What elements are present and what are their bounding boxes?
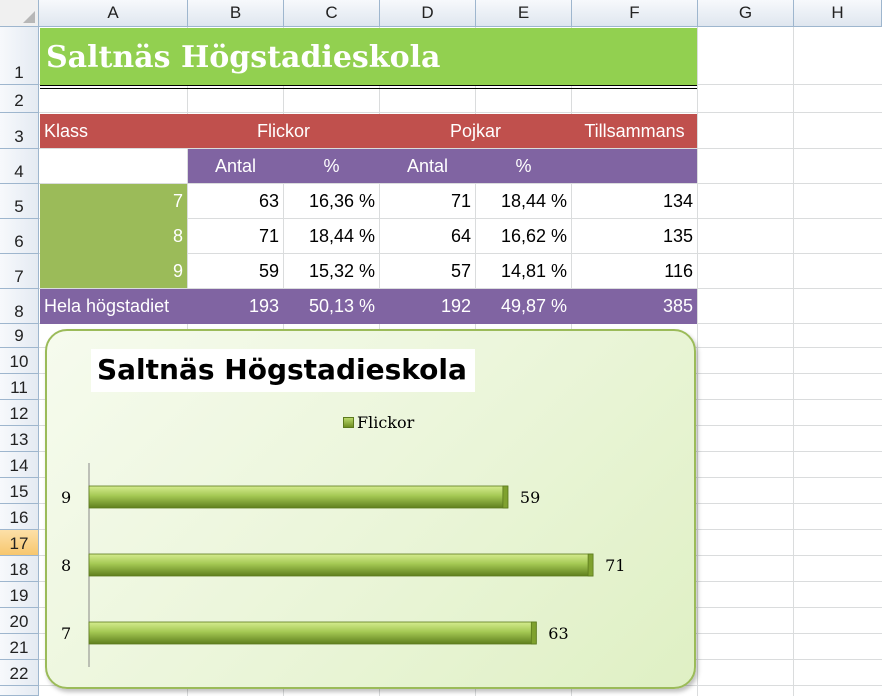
column-header-b[interactable]: B [188, 0, 284, 27]
cell-a3[interactable]: Klass [44, 120, 89, 141]
cell-d5[interactable]: 71 [450, 190, 471, 211]
row-header-5[interactable]: 5 [0, 184, 39, 219]
sheet-title-cell[interactable]: Saltnäs Högstadieskola [40, 28, 697, 85]
row-header-21[interactable]: 21 [0, 634, 39, 660]
row-header-13[interactable]: 13 [0, 426, 39, 452]
cell-d8[interactable]: 192 [440, 296, 471, 316]
cell-d7[interactable]: 57 [450, 260, 471, 281]
row-header-23[interactable] [0, 686, 39, 696]
row-header-15[interactable]: 15 [0, 478, 39, 504]
title-double-underline [40, 85, 697, 89]
cell-f6[interactable]: 135 [662, 225, 693, 246]
row-header-2[interactable]: 2 [0, 85, 39, 113]
row-header-6[interactable]: 6 [0, 219, 39, 254]
column-header-a[interactable]: A [39, 0, 188, 27]
cell-c6[interactable]: 18,44 % [308, 225, 375, 246]
legend-label-flickor: Flickor [357, 413, 415, 432]
cell-a6[interactable]: 8 [172, 225, 183, 246]
cell-f3[interactable]: Tillsammans [584, 120, 685, 141]
cell-b4[interactable]: Antal [214, 155, 257, 176]
row-header-19[interactable]: 19 [0, 582, 39, 608]
cell-d4[interactable]: Antal [406, 155, 449, 176]
bar-8[interactable] [89, 554, 593, 576]
cell-e5[interactable]: 18,44 % [500, 190, 567, 211]
bar-chart[interactable] [45, 329, 696, 689]
column-header-c[interactable]: C [284, 0, 380, 27]
row-header-3[interactable]: 3 [0, 113, 39, 149]
cell-c7[interactable]: 15,32 % [308, 260, 375, 281]
cell-a5[interactable]: 7 [172, 190, 183, 211]
cell-d3-pojkar[interactable]: Pojkar [449, 120, 502, 141]
column-header-g[interactable]: G [698, 0, 794, 27]
cell-e8[interactable]: 49,87 % [500, 296, 567, 316]
column-header-f[interactable]: F [572, 0, 698, 27]
row-header-11[interactable]: 11 [0, 374, 39, 400]
row-header-8[interactable]: 8 [0, 289, 39, 324]
data-label-7: 63 [548, 624, 569, 643]
category-label-8: 8 [61, 556, 72, 575]
cell-b3-flickor[interactable]: Flickor [257, 120, 310, 141]
column-header-h[interactable]: H [794, 0, 882, 27]
chart-plot-area [47, 331, 694, 687]
data-label-8: 71 [605, 556, 626, 575]
row-header-17[interactable]: 17 [0, 530, 39, 556]
column-header-d[interactable]: D [380, 0, 476, 27]
category-label-7: 7 [61, 624, 72, 643]
cell-b5[interactable]: 63 [258, 190, 279, 211]
data-label-9: 59 [519, 488, 541, 507]
row-header-20[interactable]: 20 [0, 608, 39, 634]
bar-9[interactable] [89, 486, 508, 508]
cell-c8[interactable]: 50,13 % [308, 296, 375, 316]
cell-b7[interactable]: 59 [258, 260, 279, 281]
select-all-corner[interactable] [0, 0, 39, 27]
row-header-1[interactable]: 1 [0, 27, 39, 85]
cell-f7[interactable]: 116 [664, 260, 693, 281]
row-header-4[interactable]: 4 [0, 149, 39, 184]
row-header-18[interactable]: 18 [0, 556, 39, 582]
row-header-16[interactable]: 16 [0, 504, 39, 530]
cell-b8[interactable]: 193 [248, 296, 279, 316]
cell-f8[interactable]: 385 [662, 296, 693, 316]
cell-e7[interactable]: 14,81 % [500, 260, 567, 281]
bar-7[interactable] [89, 622, 536, 644]
column-header-e[interactable]: E [476, 0, 572, 27]
cell-a7[interactable]: 9 [172, 260, 183, 281]
cell-d6[interactable]: 64 [450, 225, 471, 246]
cell-f5[interactable]: 134 [662, 190, 693, 211]
row-header-22[interactable]: 22 [0, 660, 39, 686]
row-header-10[interactable]: 10 [0, 348, 39, 374]
chart-title[interactable]: Saltnäs Högstadieskola [91, 349, 475, 392]
category-label-9: 9 [61, 488, 72, 507]
row-header-9[interactable]: 9 [0, 324, 39, 348]
cell-e4[interactable]: % [515, 155, 532, 176]
row-header-7[interactable]: 7 [0, 254, 39, 289]
cell-c4[interactable]: % [323, 155, 340, 176]
row-header-12[interactable]: 12 [0, 400, 39, 426]
select-all-icon [23, 11, 35, 23]
cell-e6[interactable]: 16,62 % [500, 225, 567, 246]
cell-a8[interactable]: Hela högstadiet [44, 296, 170, 316]
cell-b6[interactable]: 71 [258, 225, 279, 246]
row-header-14[interactable]: 14 [0, 452, 39, 478]
cell-c5[interactable]: 16,36 % [308, 190, 375, 211]
